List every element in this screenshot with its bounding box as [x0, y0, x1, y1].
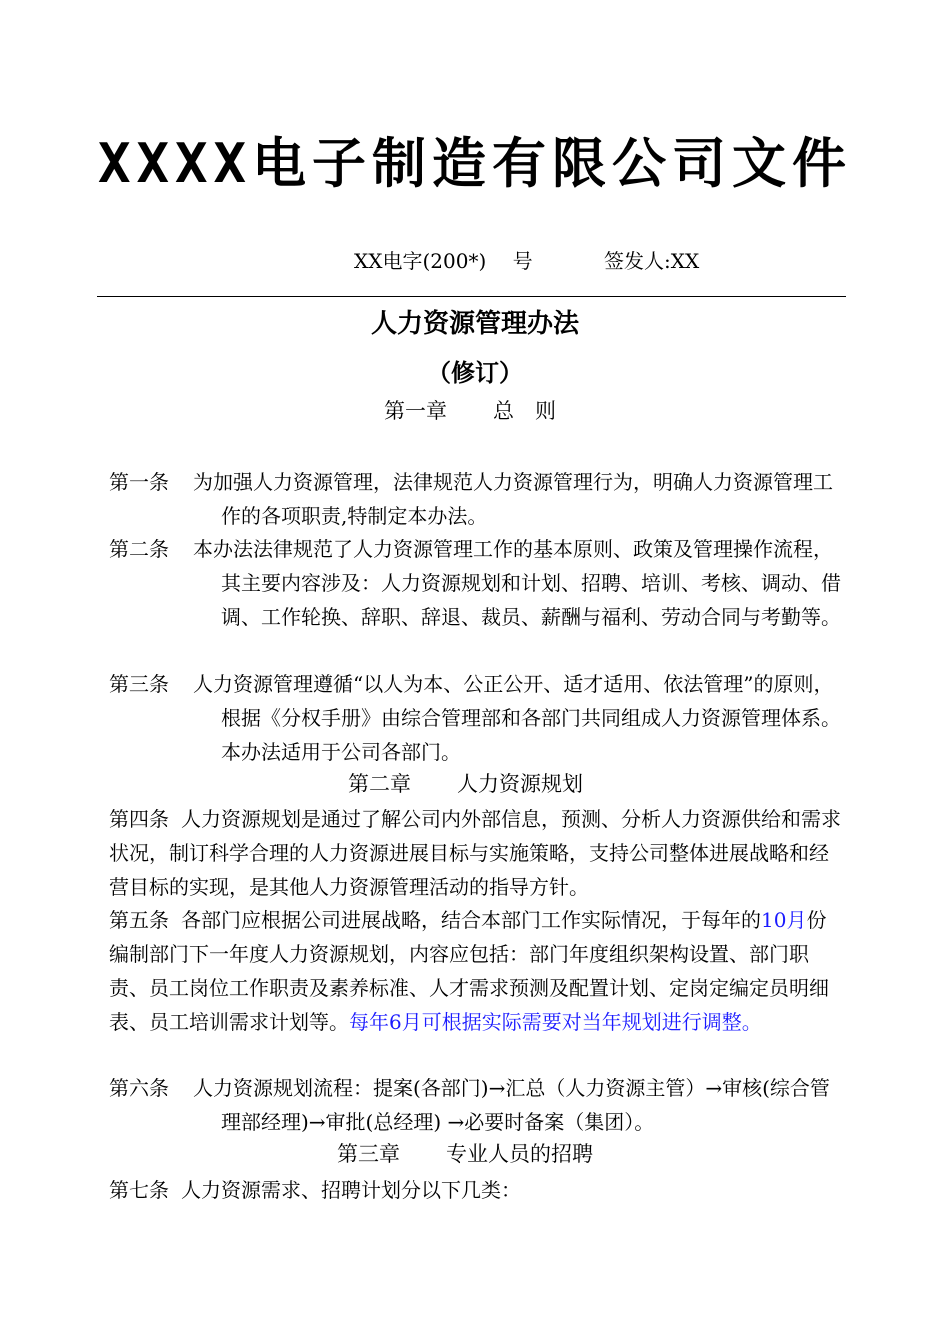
- chapter-title: 人力资源规划: [457, 772, 583, 796]
- article: [109, 1173, 844, 1207]
- chapter-number: 第二章: [348, 772, 411, 796]
- article-label: 第二条: [109, 537, 169, 561]
- article-text: 本办法法律规范了人力资源管理工作的基本原则、政策及管理操作流程，其主要内容涉及：人力资源规划和计划、招聘、培训、考核、调动、借调、工作轮换、辞职、辞退、裁员、薪酬与福利、劳动合同与考勤等。: [193, 537, 841, 629]
- article-text: 份编制部门下一年度人力资源规划，内容应包括：部门年度组织架构设置、部门职责、员工岗位工作职责及素养标准、人才需求预测及配置计划、定岗定编定员明细表、员工培训需求计划等。: [109, 908, 829, 1034]
- header-divider: [97, 296, 846, 297]
- article: [109, 802, 844, 904]
- article-text: 为加强人力资源管理，法律规范人力资源管理行为，明确人力资源管理工作的各项职责,特制定本办法。: [193, 470, 833, 528]
- document-signer: 签发人:XX: [604, 249, 700, 273]
- document-number: XX电字(200*) 号: [354, 249, 533, 273]
- article: [109, 1071, 844, 1139]
- article: [109, 667, 844, 769]
- article-label: 第一条: [109, 470, 169, 494]
- article: [109, 903, 844, 1039]
- article-text: 人力资源管理遵循“以人为本、公正公开、适才适用、依法管理”的原则，根据《分权手册》由综合管理部和各部门共同组成人力资源管理体系。本办法适用于公司各部门。: [193, 672, 841, 764]
- article-label: 第七条: [109, 1178, 169, 1202]
- chapter-heading: [348, 767, 583, 801]
- regulation-title: 人力资源管理办法: [370, 309, 579, 339]
- chapter-heading: [384, 394, 556, 428]
- article-label: 第六条: [109, 1076, 169, 1100]
- chapter-number: 第一章: [384, 399, 447, 423]
- article: [109, 465, 844, 533]
- highlighted-text: 10月: [761, 908, 807, 932]
- article-text: 人力资源规划是通过了解公司内外部信息，预测、分析人力资源供给和需求状况，制订科学合理的人力资源进展目标与实施策略，支持公司整体进展战略和经营目标的实现，是其他人力资源管理活动的指导方针。: [109, 807, 841, 899]
- chapter-title: 专业人员的招聘: [446, 1142, 593, 1166]
- regulation-subtitle: （修订）: [427, 359, 523, 387]
- article-label: 第三条: [109, 672, 169, 696]
- chapter-title: 总 则: [493, 399, 556, 423]
- article-text: 人力资源需求、招聘计划分以下几类：: [181, 1178, 521, 1202]
- article-label: 第四条: [109, 807, 169, 831]
- article-label: 第五条: [109, 908, 169, 932]
- chapter-number: 第三章: [337, 1142, 400, 1166]
- highlighted-text: 每年6月可根据实际需要对当年规划进行调整。: [349, 1010, 762, 1034]
- document-title: XXXX电子制造有限公司文件: [97, 132, 853, 195]
- article-text: 人力资源规划流程：提案(各部门)→汇总（人力资源主管）→审核(综合管理部经理)→审批(总经理) →必要时备案（集团）。: [193, 1076, 830, 1134]
- article-text: 各部门应根据公司进展战略，结合本部门工作实际情况，于每年的: [181, 908, 761, 932]
- chapter-heading: [337, 1137, 593, 1171]
- article: [109, 532, 844, 634]
